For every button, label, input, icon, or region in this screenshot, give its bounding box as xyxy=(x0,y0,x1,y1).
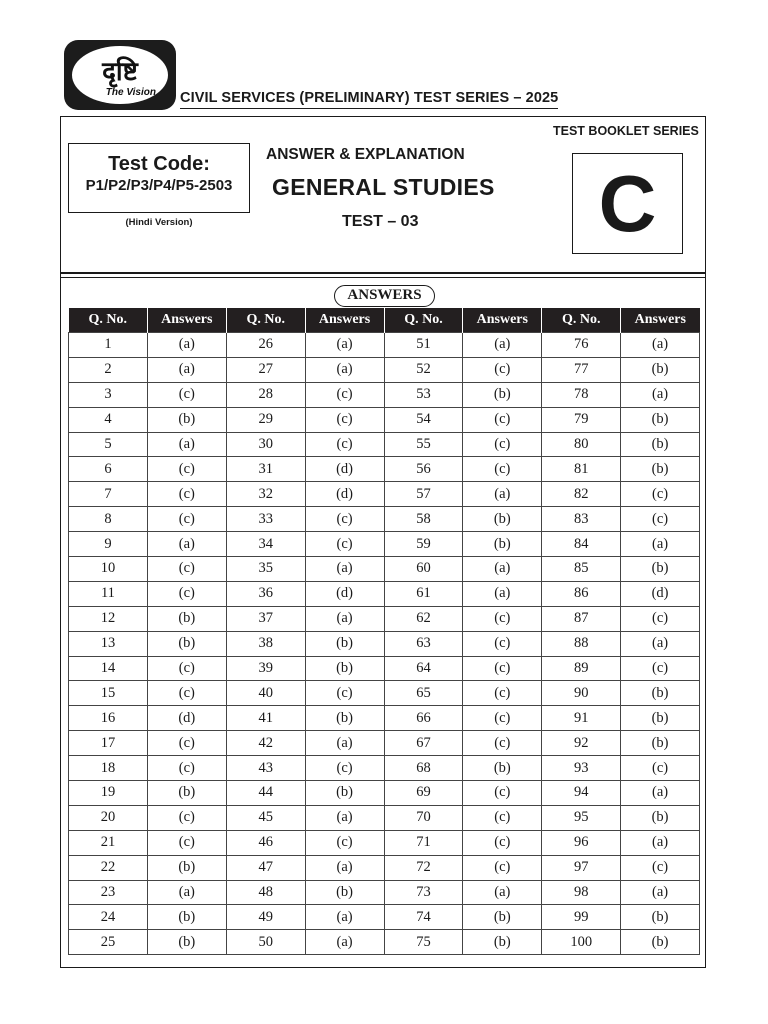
answer-cell: (b) xyxy=(463,507,542,532)
question-number-cell: 12 xyxy=(69,606,148,631)
column-header-answers: Answers xyxy=(305,308,384,333)
answer-cell: (b) xyxy=(305,706,384,731)
column-header-qno: Q. No. xyxy=(542,308,621,333)
table-row xyxy=(69,756,700,781)
answer-cell: (a) xyxy=(621,631,700,656)
question-number-cell: 51 xyxy=(384,333,463,358)
answer-cell: (b) xyxy=(463,756,542,781)
question-number-cell: 44 xyxy=(226,781,305,806)
question-number-cell: 34 xyxy=(226,532,305,557)
answer-cell: (c) xyxy=(147,656,226,681)
question-number-cell: 82 xyxy=(542,482,621,507)
question-number-cell: 26 xyxy=(226,333,305,358)
question-number-cell: 60 xyxy=(384,557,463,582)
question-number-cell: 98 xyxy=(542,880,621,905)
question-number-cell: 89 xyxy=(542,656,621,681)
question-number-cell: 69 xyxy=(384,781,463,806)
question-number-cell: 23 xyxy=(69,880,148,905)
table-row xyxy=(69,581,700,606)
answer-cell: (a) xyxy=(621,880,700,905)
table-row xyxy=(69,681,700,706)
question-number-cell: 42 xyxy=(226,731,305,756)
answer-cell: (a) xyxy=(147,880,226,905)
question-number-cell: 81 xyxy=(542,457,621,482)
booklet-series-label: TEST BOOKLET SERIES xyxy=(553,124,699,138)
answer-cell: (a) xyxy=(463,482,542,507)
answer-cell: (b) xyxy=(621,432,700,457)
answer-explanation-heading: ANSWER & EXPLANATION xyxy=(266,146,465,163)
answer-cell: (b) xyxy=(621,706,700,731)
question-number-cell: 38 xyxy=(226,631,305,656)
question-number-cell: 95 xyxy=(542,805,621,830)
question-number-cell: 79 xyxy=(542,407,621,432)
question-number-cell: 43 xyxy=(226,756,305,781)
answer-cell: (c) xyxy=(463,631,542,656)
question-number-cell: 93 xyxy=(542,756,621,781)
table-row xyxy=(69,482,700,507)
question-number-cell: 78 xyxy=(542,382,621,407)
answer-cell: (c) xyxy=(463,656,542,681)
answer-cell: (a) xyxy=(147,532,226,557)
answer-cell: (d) xyxy=(305,581,384,606)
question-number-cell: 99 xyxy=(542,905,621,930)
table-row xyxy=(69,333,700,358)
question-number-cell: 88 xyxy=(542,631,621,656)
question-number-cell: 15 xyxy=(69,681,148,706)
question-number-cell: 49 xyxy=(226,905,305,930)
answer-cell: (b) xyxy=(621,457,700,482)
question-number-cell: 9 xyxy=(69,532,148,557)
table-row xyxy=(69,382,700,407)
question-number-cell: 56 xyxy=(384,457,463,482)
answer-cell: (a) xyxy=(463,581,542,606)
answer-cell: (b) xyxy=(463,905,542,930)
answer-cell: (c) xyxy=(305,382,384,407)
answer-cell: (a) xyxy=(305,855,384,880)
question-number-cell: 55 xyxy=(384,432,463,457)
answer-cell: (b) xyxy=(147,930,226,955)
question-number-cell: 85 xyxy=(542,557,621,582)
answer-cell: (c) xyxy=(305,756,384,781)
question-number-cell: 45 xyxy=(226,805,305,830)
answer-cell: (a) xyxy=(147,432,226,457)
question-number-cell: 87 xyxy=(542,606,621,631)
answer-cell: (a) xyxy=(621,333,700,358)
answer-cell: (c) xyxy=(147,382,226,407)
answer-cell: (c) xyxy=(147,731,226,756)
question-number-cell: 11 xyxy=(69,581,148,606)
table-row xyxy=(69,457,700,482)
answer-cell: (b) xyxy=(621,407,700,432)
question-number-cell: 63 xyxy=(384,631,463,656)
answer-cell: (b) xyxy=(621,930,700,955)
question-number-cell: 75 xyxy=(384,930,463,955)
table-row xyxy=(69,855,700,880)
question-number-cell: 50 xyxy=(226,930,305,955)
question-number-cell: 54 xyxy=(384,407,463,432)
answer-cell: (b) xyxy=(305,656,384,681)
test-code-value: P1/P2/P3/P4/P5-2503 xyxy=(85,177,233,194)
column-header-answers: Answers xyxy=(463,308,542,333)
answer-cell: (c) xyxy=(305,532,384,557)
question-number-cell: 17 xyxy=(69,731,148,756)
answer-cell: (b) xyxy=(621,681,700,706)
question-number-cell: 48 xyxy=(226,880,305,905)
question-number-cell: 58 xyxy=(384,507,463,532)
header-divider-secondary xyxy=(60,277,706,278)
question-number-cell: 36 xyxy=(226,581,305,606)
answer-cell: (c) xyxy=(463,706,542,731)
column-header-answers: Answers xyxy=(147,308,226,333)
answer-cell: (b) xyxy=(463,532,542,557)
table-row xyxy=(69,731,700,756)
question-number-cell: 70 xyxy=(384,805,463,830)
question-number-cell: 68 xyxy=(384,756,463,781)
answer-cell: (a) xyxy=(463,333,542,358)
question-number-cell: 22 xyxy=(69,855,148,880)
question-number-cell: 40 xyxy=(226,681,305,706)
question-number-cell: 2 xyxy=(69,357,148,382)
question-number-cell: 52 xyxy=(384,357,463,382)
answer-cell: (c) xyxy=(147,756,226,781)
question-number-cell: 62 xyxy=(384,606,463,631)
logo-text: दृष्टि xyxy=(102,57,138,87)
answer-cell: (a) xyxy=(463,557,542,582)
table-row xyxy=(69,557,700,582)
logo-tagline: The Vision xyxy=(105,87,156,98)
answer-cell: (b) xyxy=(463,382,542,407)
answer-cell: (c) xyxy=(305,830,384,855)
question-number-cell: 41 xyxy=(226,706,305,731)
question-number-cell: 5 xyxy=(69,432,148,457)
question-number-cell: 84 xyxy=(542,532,621,557)
question-number-cell: 100 xyxy=(542,930,621,955)
answer-cell: (c) xyxy=(463,781,542,806)
answer-cell: (a) xyxy=(305,333,384,358)
question-number-cell: 27 xyxy=(226,357,305,382)
question-number-cell: 64 xyxy=(384,656,463,681)
question-number-cell: 21 xyxy=(69,830,148,855)
answers-heading: ANSWERS xyxy=(334,285,435,307)
answer-cell: (c) xyxy=(305,407,384,432)
question-number-cell: 76 xyxy=(542,333,621,358)
question-number-cell: 13 xyxy=(69,631,148,656)
column-header-qno: Q. No. xyxy=(69,308,148,333)
question-number-cell: 32 xyxy=(226,482,305,507)
question-number-cell: 92 xyxy=(542,731,621,756)
answer-cell: (c) xyxy=(305,681,384,706)
answer-cell: (c) xyxy=(147,830,226,855)
table-row xyxy=(69,781,700,806)
question-number-cell: 16 xyxy=(69,706,148,731)
question-number-cell: 77 xyxy=(542,357,621,382)
answer-cell: (a) xyxy=(305,805,384,830)
answer-cell: (a) xyxy=(305,606,384,631)
answer-cell: (b) xyxy=(147,781,226,806)
table-row xyxy=(69,830,700,855)
question-number-cell: 94 xyxy=(542,781,621,806)
question-number-cell: 39 xyxy=(226,656,305,681)
answer-cell: (c) xyxy=(463,855,542,880)
column-header-qno: Q. No. xyxy=(384,308,463,333)
test-code-label: Test Code: xyxy=(108,153,210,175)
table-row xyxy=(69,432,700,457)
answer-cell: (b) xyxy=(621,731,700,756)
answer-cell: (b) xyxy=(305,880,384,905)
question-number-cell: 19 xyxy=(69,781,148,806)
test-code-box xyxy=(68,143,250,213)
answer-cell: (c) xyxy=(621,507,700,532)
answer-cell: (c) xyxy=(147,557,226,582)
answer-cell: (c) xyxy=(147,457,226,482)
series-title: CIVIL SERVICES (PRELIMINARY) TEST SERIES – 2025 xyxy=(180,90,558,109)
header-divider xyxy=(60,272,706,274)
answer-cell: (d) xyxy=(305,482,384,507)
answer-cell: (c) xyxy=(621,756,700,781)
question-number-cell: 37 xyxy=(226,606,305,631)
answer-cell: (a) xyxy=(621,532,700,557)
question-number-cell: 4 xyxy=(69,407,148,432)
answer-cell: (b) xyxy=(463,930,542,955)
table-row xyxy=(69,532,700,557)
answer-cell: (a) xyxy=(305,731,384,756)
answer-cell: (d) xyxy=(621,581,700,606)
test-number: TEST – 03 xyxy=(342,213,419,230)
answer-cell: (c) xyxy=(463,830,542,855)
table-row xyxy=(69,930,700,955)
answer-cell: (c) xyxy=(147,581,226,606)
answer-cell: (b) xyxy=(147,905,226,930)
answer-cell: (b) xyxy=(147,407,226,432)
version-label: (Hindi Version) xyxy=(125,217,193,228)
question-number-cell: 72 xyxy=(384,855,463,880)
answer-cell: (c) xyxy=(463,805,542,830)
question-number-cell: 7 xyxy=(69,482,148,507)
question-number-cell: 14 xyxy=(69,656,148,681)
answer-cell: (a) xyxy=(305,557,384,582)
answer-cell: (b) xyxy=(147,631,226,656)
answer-cell: (c) xyxy=(147,805,226,830)
answer-cell: (b) xyxy=(621,805,700,830)
answer-cell: (c) xyxy=(463,681,542,706)
answer-cell: (c) xyxy=(305,432,384,457)
answer-cell: (c) xyxy=(621,606,700,631)
question-number-cell: 35 xyxy=(226,557,305,582)
table-header-row xyxy=(69,308,700,333)
table-body xyxy=(69,333,700,955)
answer-cell: (b) xyxy=(621,557,700,582)
answer-cell: (c) xyxy=(621,656,700,681)
answer-cell: (a) xyxy=(305,357,384,382)
question-number-cell: 86 xyxy=(542,581,621,606)
question-number-cell: 53 xyxy=(384,382,463,407)
question-number-cell: 74 xyxy=(384,905,463,930)
question-number-cell: 73 xyxy=(384,880,463,905)
question-number-cell: 18 xyxy=(69,756,148,781)
answer-cell: (d) xyxy=(147,706,226,731)
question-number-cell: 83 xyxy=(542,507,621,532)
subject-title: GENERAL STUDIES xyxy=(272,174,495,200)
question-number-cell: 71 xyxy=(384,830,463,855)
answer-cell: (c) xyxy=(305,507,384,532)
question-number-cell: 65 xyxy=(384,681,463,706)
question-number-cell: 24 xyxy=(69,905,148,930)
answer-cell: (c) xyxy=(147,507,226,532)
answer-cell: (b) xyxy=(147,855,226,880)
question-number-cell: 67 xyxy=(384,731,463,756)
answer-cell: (a) xyxy=(621,781,700,806)
question-number-cell: 33 xyxy=(226,507,305,532)
drishti-logo xyxy=(64,40,176,110)
question-number-cell: 20 xyxy=(69,805,148,830)
table-row xyxy=(69,880,700,905)
column-header-qno: Q. No. xyxy=(226,308,305,333)
question-number-cell: 10 xyxy=(69,557,148,582)
answer-cell: (d) xyxy=(305,457,384,482)
answer-cell: (a) xyxy=(463,880,542,905)
answer-cell: (b) xyxy=(621,905,700,930)
question-number-cell: 8 xyxy=(69,507,148,532)
logo-emblem xyxy=(72,46,168,104)
table-row xyxy=(69,606,700,631)
question-number-cell: 25 xyxy=(69,930,148,955)
table-row xyxy=(69,357,700,382)
answer-cell: (c) xyxy=(463,606,542,631)
question-number-cell: 90 xyxy=(542,681,621,706)
question-number-cell: 96 xyxy=(542,830,621,855)
answer-cell: (c) xyxy=(463,407,542,432)
answer-cell: (b) xyxy=(305,781,384,806)
answer-cell: (b) xyxy=(305,631,384,656)
question-number-cell: 57 xyxy=(384,482,463,507)
answer-cell: (c) xyxy=(463,731,542,756)
answer-cell: (c) xyxy=(147,482,226,507)
answer-cell: (a) xyxy=(305,905,384,930)
question-number-cell: 66 xyxy=(384,706,463,731)
question-number-cell: 31 xyxy=(226,457,305,482)
answer-cell: (b) xyxy=(147,606,226,631)
answer-cell: (a) xyxy=(621,382,700,407)
question-number-cell: 80 xyxy=(542,432,621,457)
question-number-cell: 91 xyxy=(542,706,621,731)
booklet-series-letter: C xyxy=(598,159,657,248)
question-number-cell: 46 xyxy=(226,830,305,855)
question-number-cell: 3 xyxy=(69,382,148,407)
question-number-cell: 59 xyxy=(384,532,463,557)
question-number-cell: 29 xyxy=(226,407,305,432)
answer-cell: (c) xyxy=(147,681,226,706)
column-header-answers: Answers xyxy=(621,308,700,333)
question-number-cell: 97 xyxy=(542,855,621,880)
question-number-cell: 61 xyxy=(384,581,463,606)
table-row xyxy=(69,507,700,532)
table-row xyxy=(69,656,700,681)
answer-cell: (a) xyxy=(305,930,384,955)
table-row xyxy=(69,706,700,731)
table-row xyxy=(69,407,700,432)
answer-cell: (c) xyxy=(463,457,542,482)
answer-cell: (a) xyxy=(147,333,226,358)
answer-key-table xyxy=(68,308,700,955)
answer-cell: (a) xyxy=(147,357,226,382)
question-number-cell: 28 xyxy=(226,382,305,407)
answer-cell: (c) xyxy=(621,482,700,507)
question-number-cell: 30 xyxy=(226,432,305,457)
question-number-cell: 6 xyxy=(69,457,148,482)
question-number-cell: 1 xyxy=(69,333,148,358)
table-row xyxy=(69,905,700,930)
answer-cell: (c) xyxy=(621,855,700,880)
booklet-series-box xyxy=(572,153,683,254)
table-row xyxy=(69,805,700,830)
answer-cell: (a) xyxy=(621,830,700,855)
answer-cell: (c) xyxy=(463,432,542,457)
answer-cell: (c) xyxy=(463,357,542,382)
answer-cell: (b) xyxy=(621,357,700,382)
question-number-cell: 47 xyxy=(226,855,305,880)
table-row xyxy=(69,631,700,656)
